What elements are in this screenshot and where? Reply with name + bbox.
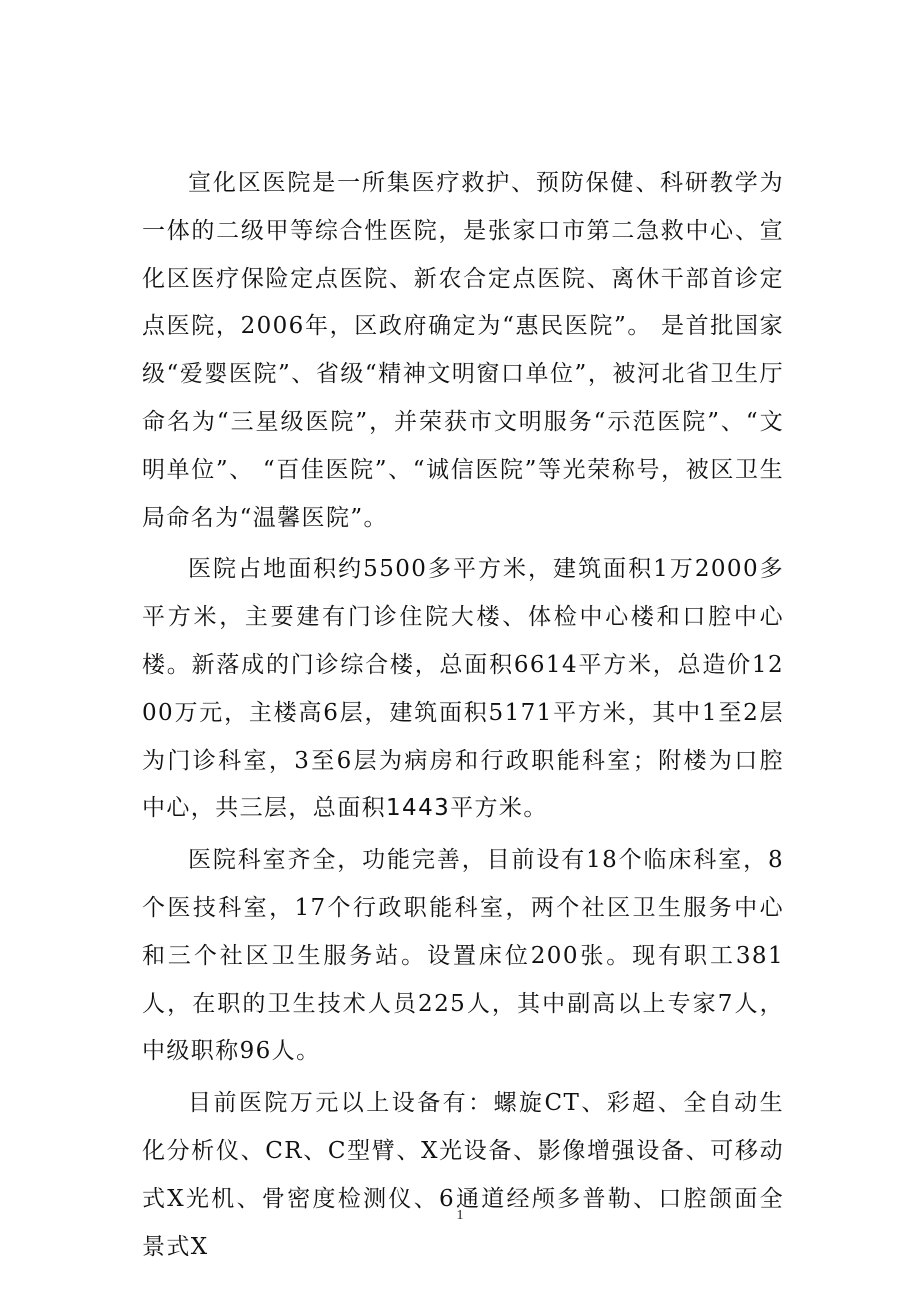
paragraph-equipment: 目前医院万元以上设备有：螺旋CT、彩超、全自动生化分析仪、CR、C型臂、X光设备、影像增强设备、可移动式X光机、骨密度检测仪、6通道经颅多普勒、口腔颌面全景式X — [142, 1090, 784, 1260]
paragraph-facilities-area: 1443平方米。 — [386, 795, 548, 822]
paragraph-departments: 医院科室齐全，功能完善，目前设有18个临床科室，8个医技科室，17个行政职能科室，两个社区卫生服务中心和三个社区卫生服务站。设置床位200张。现有职工381人，在职的卫生技术人员225人，其中副高以上专家7人，中级职称96人。 — [142, 847, 784, 1065]
paragraph-facilities-text: 医院占地面积约5500多平方米，建筑面积1万2000多平方米，主要建有门诊住院大楼、体检中心楼和口腔中心楼。新落成的门诊综合楼，总面积6614平方米，总造价1200万元，主楼高6层，建筑面积5171平方米，其中1至2层为门诊科室，3至6层为病房和行政职能科室；附楼为口腔中心，共三层，总面积 — [142, 556, 784, 822]
paragraph-hospital-overview: 宣化区医院是一所集医疗救护、预防保健、科研教学为一体的二级甲等综合性医院，是张家口市第二急救中心、宣化区医疗保险定点医院、新农合定点医院、离休干部首诊定点医院，2006年，区政府确定为“惠民医院”。 是首批国家级“爱婴医院”、省级“精神文明窗口单位”，被河北省卫生厅命名为“三星级医院”，并荣获市文明服务“示范医院”、“文明单位”、 “百佳医院”、“诚信医院”等光荣称号，被区卫生局命名为“温馨医院”。 — [142, 170, 784, 531]
page-number: 1 — [456, 1208, 464, 1223]
paragraph-facilities — [142, 546, 784, 833]
document-body — [142, 160, 784, 1271]
